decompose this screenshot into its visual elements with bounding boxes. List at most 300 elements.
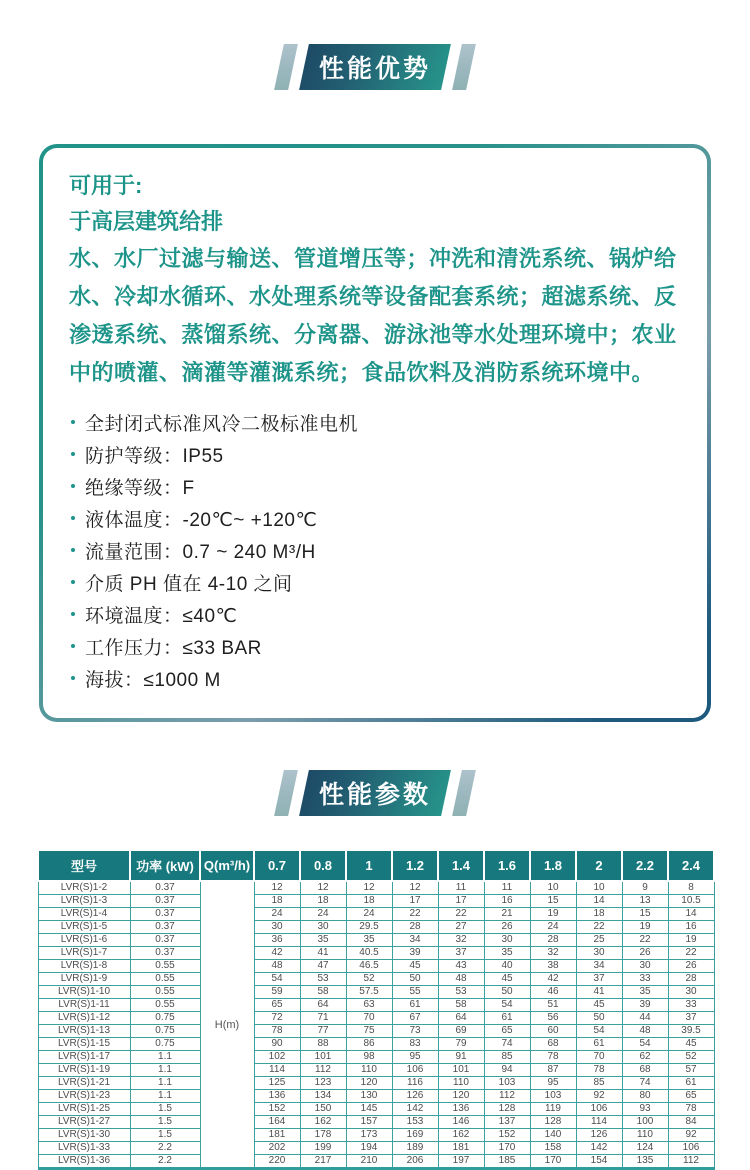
usage-heading: 可用于:: [69, 173, 143, 198]
head-value-cell: 53: [438, 986, 484, 999]
table-header-cell: 0.7: [254, 850, 300, 881]
model-cell: LVR(S)1-15: [38, 1038, 130, 1051]
head-value-cell: 57.5: [346, 986, 392, 999]
head-value-cell: 74: [622, 1077, 668, 1090]
table-row: [38, 960, 714, 973]
model-cell: LVR(S)1-30: [38, 1129, 130, 1142]
features-box: [39, 144, 711, 722]
model-cell: LVR(S)1-8: [38, 960, 130, 973]
head-value-cell: 123: [300, 1077, 346, 1090]
head-value-cell: 103: [530, 1090, 576, 1103]
spec-text: 防护等级：IP55: [85, 445, 224, 467]
head-value-cell: 30: [668, 986, 714, 999]
head-value-cell: 126: [576, 1129, 622, 1142]
head-value-cell: 72: [254, 1012, 300, 1025]
head-value-cell: 30: [254, 921, 300, 934]
model-cell: LVR(S)1-21: [38, 1077, 130, 1090]
head-value-cell: 50: [576, 1012, 622, 1025]
spec-text: 液体温度：-20℃~ +120℃: [85, 509, 318, 531]
head-value-cell: 134: [300, 1090, 346, 1103]
head-value-cell: 25: [576, 934, 622, 947]
head-value-cell: 27: [438, 921, 484, 934]
head-value-cell: 18: [300, 895, 346, 908]
spec-list: [69, 406, 681, 694]
head-value-cell: 58: [300, 986, 346, 999]
spec-text: 全封闭式标准风冷二极标准电机: [85, 413, 359, 435]
section-title-advantages: 性能优势: [318, 55, 431, 83]
head-value-cell: 157: [346, 1116, 392, 1129]
head-value-cell: 37: [668, 1012, 714, 1025]
head-value-cell: 28: [392, 921, 438, 934]
head-value-cell: 42: [254, 947, 300, 960]
model-cell: LVR(S)1-36: [38, 1155, 130, 1169]
spec-text: 流量范围：0.7 ~ 240 M³/H: [85, 541, 316, 563]
head-value-cell: 41: [300, 947, 346, 960]
head-value-cell: 68: [622, 1064, 668, 1077]
head-value-cell: 29.5: [346, 921, 392, 934]
head-value-cell: 50: [392, 973, 438, 986]
head-value-cell: 101: [438, 1064, 484, 1077]
bullet-dot-icon: [71, 612, 75, 616]
head-value-cell: 75: [346, 1025, 392, 1038]
head-value-cell: 16: [668, 921, 714, 934]
head-value-cell: 53: [300, 973, 346, 986]
head-value-cell: 189: [392, 1142, 438, 1155]
spec-item: [69, 438, 681, 470]
spec-text: 绝缘等级：F: [85, 477, 195, 499]
head-value-cell: 30: [300, 921, 346, 934]
table-row: [38, 1142, 714, 1155]
head-value-cell: 136: [438, 1103, 484, 1116]
bullet-dot-icon: [71, 484, 75, 488]
table-row: [38, 1025, 714, 1038]
head-value-cell: 40: [484, 960, 530, 973]
power-cell: 1.5: [130, 1116, 200, 1129]
model-cell: LVR(S)1-13: [38, 1025, 130, 1038]
power-cell: 1.1: [130, 1064, 200, 1077]
banner-left-accent-stripe: [274, 770, 298, 816]
head-value-cell: 24: [300, 908, 346, 921]
head-value-cell: 86: [346, 1038, 392, 1051]
head-value-cell: 16: [484, 895, 530, 908]
head-value-cell: 130: [346, 1090, 392, 1103]
model-cell: LVR(S)1-5: [38, 921, 130, 934]
head-value-cell: 78: [576, 1064, 622, 1077]
bullet-dot-icon: [71, 676, 75, 680]
head-value-cell: 48: [622, 1025, 668, 1038]
head-value-cell: 36: [254, 934, 300, 947]
head-value-cell: 61: [668, 1077, 714, 1090]
head-value-cell: 35: [484, 947, 530, 960]
head-value-cell: 30: [484, 934, 530, 947]
head-value-cell: 39: [392, 947, 438, 960]
head-value-cell: 181: [438, 1142, 484, 1155]
product-detail-page: [0, 44, 750, 1166]
head-value-cell: 126: [392, 1090, 438, 1103]
head-value-cell: 56: [530, 1012, 576, 1025]
table-row: [38, 921, 714, 934]
head-value-cell: 48: [254, 960, 300, 973]
power-cell: 1.5: [130, 1103, 200, 1116]
model-cell: LVR(S)1-6: [38, 934, 130, 947]
head-value-cell: 35: [622, 986, 668, 999]
power-cell: 1.1: [130, 1051, 200, 1064]
head-value-cell: 18: [254, 895, 300, 908]
head-value-cell: 145: [346, 1103, 392, 1116]
head-value-cell: 136: [254, 1090, 300, 1103]
banner-plate: [299, 770, 451, 816]
head-value-cell: 140: [530, 1129, 576, 1142]
head-value-cell: 210: [346, 1155, 392, 1169]
head-value-cell: 40.5: [346, 947, 392, 960]
head-value-cell: 94: [484, 1064, 530, 1077]
head-value-cell: 45: [576, 999, 622, 1012]
head-value-cell: 45: [484, 973, 530, 986]
model-cell: LVR(S)1-10: [38, 986, 130, 999]
head-value-cell: 45: [668, 1038, 714, 1051]
head-value-cell: 128: [484, 1103, 530, 1116]
head-value-cell: 14: [668, 908, 714, 921]
head-value-cell: 15: [530, 895, 576, 908]
head-value-cell: 78: [668, 1103, 714, 1116]
spec-text: 环境温度：≤40℃: [85, 605, 238, 627]
head-value-cell: 32: [530, 947, 576, 960]
table-header-cell: 2: [576, 850, 622, 881]
head-value-cell: 154: [576, 1155, 622, 1169]
head-value-cell: 64: [300, 999, 346, 1012]
head-value-cell: 54: [254, 973, 300, 986]
head-value-cell: 61: [484, 1012, 530, 1025]
banner-plate: [299, 44, 451, 90]
head-value-cell: 28: [530, 934, 576, 947]
head-value-cell: 55: [392, 986, 438, 999]
table-header-cell: 1.2: [392, 850, 438, 881]
head-value-cell: 37: [438, 947, 484, 960]
head-value-cell: 62: [622, 1051, 668, 1064]
performance-table: [37, 849, 715, 1170]
usage-intro: [69, 168, 681, 392]
power-cell: 0.37: [130, 895, 200, 908]
head-value-cell: 95: [530, 1077, 576, 1090]
head-value-cell: 73: [392, 1025, 438, 1038]
head-value-cell: 169: [392, 1129, 438, 1142]
spec-item: [69, 534, 681, 566]
head-value-cell: 22: [576, 921, 622, 934]
head-value-cell: 17: [438, 895, 484, 908]
head-value-cell: 95: [392, 1051, 438, 1064]
head-value-cell: 22: [392, 908, 438, 921]
head-value-cell: 164: [254, 1116, 300, 1129]
head-value-cell: 22: [668, 947, 714, 960]
model-cell: LVR(S)1-9: [38, 973, 130, 986]
head-value-cell: 142: [576, 1142, 622, 1155]
head-value-cell: 185: [484, 1155, 530, 1169]
head-value-cell: 11: [484, 881, 530, 895]
table-row: [38, 986, 714, 999]
head-value-cell: 14: [576, 895, 622, 908]
table-row: [38, 908, 714, 921]
head-value-cell: 24: [530, 921, 576, 934]
head-value-cell: 158: [530, 1142, 576, 1155]
head-value-cell: 197: [438, 1155, 484, 1169]
bullet-dot-icon: [71, 452, 75, 456]
head-value-cell: 17: [392, 895, 438, 908]
head-value-cell: 19: [530, 908, 576, 921]
bullet-dot-icon: [71, 580, 75, 584]
table-row: [38, 1064, 714, 1077]
head-value-cell: 87: [530, 1064, 576, 1077]
power-cell: 0.37: [130, 947, 200, 960]
head-value-cell: 92: [576, 1090, 622, 1103]
head-value-cell: 217: [300, 1155, 346, 1169]
section-title-parameters: 性能参数: [318, 781, 431, 809]
head-value-cell: 101: [300, 1051, 346, 1064]
table-row: [38, 1038, 714, 1051]
spec-item: [69, 470, 681, 502]
spec-item: [69, 598, 681, 630]
table-header-cell: 1.4: [438, 850, 484, 881]
head-value-cell: 60: [530, 1025, 576, 1038]
table-row: [38, 1051, 714, 1064]
performance-table-wrap: [37, 849, 713, 1170]
usage-body-text: 水、水厂过滤与输送、管道增压等；冲洗和清洗系统、锅炉给水、冷却水循环、水处理系统等设备配套系统；超滤系统、反渗透系统、蒸馏系统、分离器、游泳池等水处理环境中；农业中的喷灌、滴灌等灌溉系统；食品饮料及消防系统环境中。: [69, 246, 677, 385]
power-cell: 1.1: [130, 1077, 200, 1090]
head-value-cell: 92: [668, 1129, 714, 1142]
table-header-cell: 型号: [38, 850, 130, 881]
model-cell: LVR(S)1-12: [38, 1012, 130, 1025]
head-value-cell: 41: [576, 986, 622, 999]
table-header-cell: 1: [346, 850, 392, 881]
model-cell: LVR(S)1-23: [38, 1090, 130, 1103]
table-header-cell: 1.8: [530, 850, 576, 881]
head-value-cell: 84: [668, 1116, 714, 1129]
head-value-cell: 106: [668, 1142, 714, 1155]
banner-right-accent-stripe: [452, 44, 476, 90]
spec-item: [69, 630, 681, 662]
power-cell: 1.1: [130, 1090, 200, 1103]
head-value-cell: 52: [346, 973, 392, 986]
features-box-inner: [43, 148, 707, 718]
head-value-cell: 70: [346, 1012, 392, 1025]
head-value-cell: 57: [668, 1064, 714, 1077]
model-cell: LVR(S)1-7: [38, 947, 130, 960]
head-value-cell: 34: [576, 960, 622, 973]
head-value-cell: 63: [346, 999, 392, 1012]
head-value-cell: 22: [438, 908, 484, 921]
head-value-cell: 19: [668, 934, 714, 947]
head-value-cell: 194: [346, 1142, 392, 1155]
head-value-cell: 37: [576, 973, 622, 986]
head-value-cell: 42: [530, 973, 576, 986]
head-value-cell: 47: [300, 960, 346, 973]
head-value-cell: 69: [438, 1025, 484, 1038]
head-value-cell: 12: [254, 881, 300, 895]
table-row: [38, 1155, 714, 1169]
head-value-cell: 119: [530, 1103, 576, 1116]
spec-item: [69, 406, 681, 438]
head-value-cell: 61: [576, 1038, 622, 1051]
head-value-cell: 11: [438, 881, 484, 895]
head-value-cell: 10: [576, 881, 622, 895]
head-value-cell: 61: [392, 999, 438, 1012]
head-value-cell: 38: [530, 960, 576, 973]
head-value-cell: 162: [300, 1116, 346, 1129]
model-cell: LVR(S)1-19: [38, 1064, 130, 1077]
head-value-cell: 110: [438, 1077, 484, 1090]
table-row: [38, 947, 714, 960]
head-value-cell: 34: [392, 934, 438, 947]
head-value-cell: 170: [484, 1142, 530, 1155]
head-value-cell: 88: [300, 1038, 346, 1051]
model-cell: LVR(S)1-17: [38, 1051, 130, 1064]
head-value-cell: 65: [484, 1025, 530, 1038]
table-header-cell: 1.6: [484, 850, 530, 881]
head-value-cell: 18: [346, 895, 392, 908]
head-value-cell: 39.5: [668, 1025, 714, 1038]
head-value-cell: 67: [392, 1012, 438, 1025]
head-value-cell: 35: [300, 934, 346, 947]
head-value-cell: 135: [622, 1155, 668, 1169]
head-value-cell: 112: [668, 1155, 714, 1169]
head-value-cell: 50: [484, 986, 530, 999]
head-value-cell: 59: [254, 986, 300, 999]
table-row: [38, 1129, 714, 1142]
head-value-cell: 28: [668, 973, 714, 986]
head-value-cell: 178: [300, 1129, 346, 1142]
head-value-cell: 220: [254, 1155, 300, 1169]
head-value-cell: 106: [576, 1103, 622, 1116]
head-value-cell: 26: [484, 921, 530, 934]
head-value-cell: 137: [484, 1116, 530, 1129]
spec-item: [69, 566, 681, 598]
table-header-cell: 2.2: [622, 850, 668, 881]
head-value-cell: 114: [254, 1064, 300, 1077]
section-banner-parameters: [0, 770, 750, 816]
head-value-cell: 15: [622, 908, 668, 921]
head-value-cell: 142: [392, 1103, 438, 1116]
head-value-cell: 68: [530, 1038, 576, 1051]
table-row: [38, 881, 714, 895]
model-cell: LVR(S)1-4: [38, 908, 130, 921]
head-value-cell: 39: [622, 999, 668, 1012]
head-value-cell: 120: [438, 1090, 484, 1103]
bullet-dot-icon: [71, 420, 75, 424]
power-cell: 0.55: [130, 999, 200, 1012]
table-row: [38, 1090, 714, 1103]
table-header-cell: 0.8: [300, 850, 346, 881]
head-value-cell: 10: [530, 881, 576, 895]
head-value-cell: 70: [576, 1051, 622, 1064]
head-value-cell: 26: [668, 960, 714, 973]
head-value-cell: 162: [438, 1129, 484, 1142]
head-value-cell: 85: [484, 1051, 530, 1064]
head-value-cell: 65: [668, 1090, 714, 1103]
head-value-cell: 12: [346, 881, 392, 895]
head-value-cell: 98: [346, 1051, 392, 1064]
power-cell: 0.37: [130, 908, 200, 921]
model-cell: LVR(S)1-2: [38, 881, 130, 895]
table-body: [38, 881, 714, 1169]
head-value-cell: 21: [484, 908, 530, 921]
head-value-cell: 85: [576, 1077, 622, 1090]
table-header-row: [38, 850, 714, 881]
head-value-cell: 91: [438, 1051, 484, 1064]
head-unit-cell: H(m): [200, 881, 254, 1169]
model-cell: LVR(S)1-27: [38, 1116, 130, 1129]
power-cell: 0.37: [130, 881, 200, 895]
head-value-cell: 43: [438, 960, 484, 973]
head-value-cell: 10.5: [668, 895, 714, 908]
section-banner-advantages: [0, 44, 750, 90]
banner-left-accent-stripe: [274, 44, 298, 90]
head-value-cell: 114: [576, 1116, 622, 1129]
head-value-cell: 46.5: [346, 960, 392, 973]
head-value-cell: 19: [622, 921, 668, 934]
power-cell: 0.75: [130, 1012, 200, 1025]
head-value-cell: 12: [300, 881, 346, 895]
power-cell: 0.75: [130, 1025, 200, 1038]
head-value-cell: 202: [254, 1142, 300, 1155]
head-value-cell: 13: [622, 895, 668, 908]
table-header-cell: Q(m³/h): [200, 850, 254, 881]
head-value-cell: 79: [438, 1038, 484, 1051]
head-value-cell: 45: [392, 960, 438, 973]
head-value-cell: 71: [300, 1012, 346, 1025]
power-cell: 0.75: [130, 1038, 200, 1051]
head-value-cell: 64: [438, 1012, 484, 1025]
head-value-cell: 146: [438, 1116, 484, 1129]
head-value-cell: 74: [484, 1038, 530, 1051]
head-value-cell: 116: [392, 1077, 438, 1090]
power-cell: 0.55: [130, 960, 200, 973]
head-value-cell: 65: [254, 999, 300, 1012]
head-value-cell: 152: [254, 1103, 300, 1116]
head-value-cell: 80: [622, 1090, 668, 1103]
bullet-dot-icon: [71, 548, 75, 552]
head-value-cell: 110: [346, 1064, 392, 1077]
power-cell: 0.55: [130, 973, 200, 986]
model-cell: LVR(S)1-33: [38, 1142, 130, 1155]
head-value-cell: 128: [530, 1116, 576, 1129]
head-value-cell: 112: [300, 1064, 346, 1077]
head-value-cell: 106: [392, 1064, 438, 1077]
head-value-cell: 100: [622, 1116, 668, 1129]
spec-text: 工作压力：≤33 BAR: [85, 637, 262, 659]
head-value-cell: 18: [576, 908, 622, 921]
head-value-cell: 120: [346, 1077, 392, 1090]
spec-item: [69, 662, 681, 694]
head-value-cell: 78: [254, 1025, 300, 1038]
head-value-cell: 54: [484, 999, 530, 1012]
head-value-cell: 125: [254, 1077, 300, 1090]
head-value-cell: 152: [484, 1129, 530, 1142]
head-value-cell: 26: [622, 947, 668, 960]
table-row: [38, 895, 714, 908]
head-value-cell: 58: [438, 999, 484, 1012]
head-value-cell: 48: [438, 973, 484, 986]
table-row: [38, 1103, 714, 1116]
head-value-cell: 24: [346, 908, 392, 921]
table-row: [38, 999, 714, 1012]
head-value-cell: 44: [622, 1012, 668, 1025]
head-value-cell: 170: [530, 1155, 576, 1169]
bullet-dot-icon: [71, 516, 75, 520]
head-value-cell: 173: [346, 1129, 392, 1142]
model-cell: LVR(S)1-3: [38, 895, 130, 908]
power-cell: 2.2: [130, 1155, 200, 1169]
head-value-cell: 103: [484, 1077, 530, 1090]
head-value-cell: 54: [622, 1038, 668, 1051]
